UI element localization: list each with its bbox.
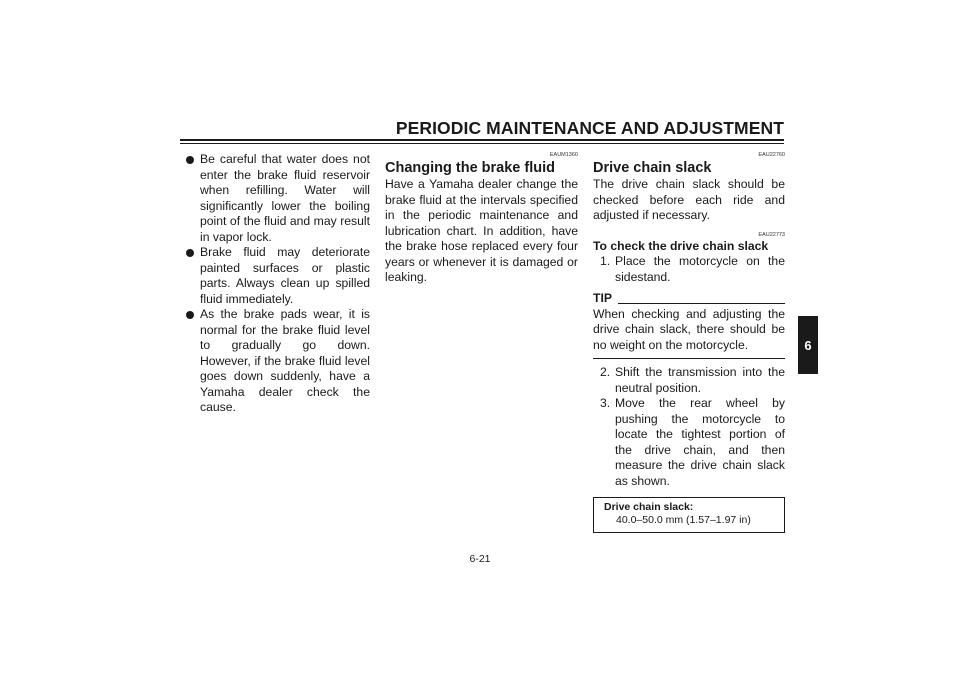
tip-header <box>593 291 785 307</box>
header-rule-thick <box>180 139 784 141</box>
bullet-text: Be careful that water does not enter the brake fluid reservoir when refilling. Water will significantly lower the boiling point of the fluid and may result in vapor lock. <box>200 152 370 244</box>
bullet-dot-icon <box>186 311 194 319</box>
section-intro: The drive chain slack should be checked before each ride and adjusted if necessary. <box>593 177 785 222</box>
section-heading: Changing the brake fluid <box>385 160 555 176</box>
header-rule-thin <box>180 143 784 144</box>
bullet-item <box>186 307 370 416</box>
column-drive-chain-slack <box>593 152 785 533</box>
tip-end-rule <box>593 358 785 359</box>
bullet-item <box>186 152 370 245</box>
step-text: Move the rear wheel by pushing the motorcycle to locate the tightest portion of the drive chain, and then measure the drive chain slack as shown. <box>615 396 785 488</box>
step-number: 1. <box>600 254 611 268</box>
step-number: 2. <box>600 365 611 379</box>
spec-value: 40.0–50.0 mm (1.57–1.97 in) <box>616 514 751 526</box>
step-number: 3. <box>600 396 611 410</box>
page-header-title: PERIODIC MAINTENANCE AND ADJUSTMENT <box>395 118 784 138</box>
bullet-text: As the brake pads wear, it is normal for the brake fluid level to gradually go down. However, if the brake fluid level goes down suddenly, have a Yamaha dealer check the cause. <box>200 307 370 414</box>
step-text: Place the motorcycle on the sidestand. <box>615 254 785 284</box>
section-body: Have a Yamaha dealer change the brake fluid at the intervals specified in the periodic maintenance and lubrication chart. In addition, have the brake hose replaced every four years or whenever it is damaged or leaking. <box>385 177 578 284</box>
step-text: Shift the transmission into the neutral position. <box>615 365 785 395</box>
bullet-item <box>186 245 370 307</box>
spec-label: Drive chain slack: <box>604 501 694 513</box>
bullet-text: Brake fluid may deteriorate painted surfaces or plastic parts. Always clean up spilled fluid immediately. <box>200 245 370 306</box>
step-item <box>593 254 785 285</box>
subsection-heading: To check the drive chain slack <box>593 238 769 253</box>
column-brake-fluid-cautions <box>186 152 370 416</box>
page-number: 6-21 <box>469 553 491 565</box>
tip-text: When checking and adjusting the drive chain slack, there should be no weight on the motorcycle. <box>593 306 785 352</box>
section-code: EAU22760 <box>758 152 785 158</box>
chapter-tab: 6 <box>798 316 818 374</box>
step-item <box>593 396 785 489</box>
tip-rule <box>618 303 785 304</box>
section-heading: Drive chain slack <box>593 160 712 176</box>
bullet-dot-icon <box>186 249 194 257</box>
step-item <box>593 365 785 396</box>
spec-box <box>593 497 785 533</box>
column-changing-brake-fluid <box>385 152 578 286</box>
bullet-dot-icon <box>186 156 194 164</box>
subsection-code: EAU22773 <box>758 231 785 238</box>
section-code: EAUM1360 <box>549 152 578 158</box>
tip-label: TIP <box>593 291 612 305</box>
